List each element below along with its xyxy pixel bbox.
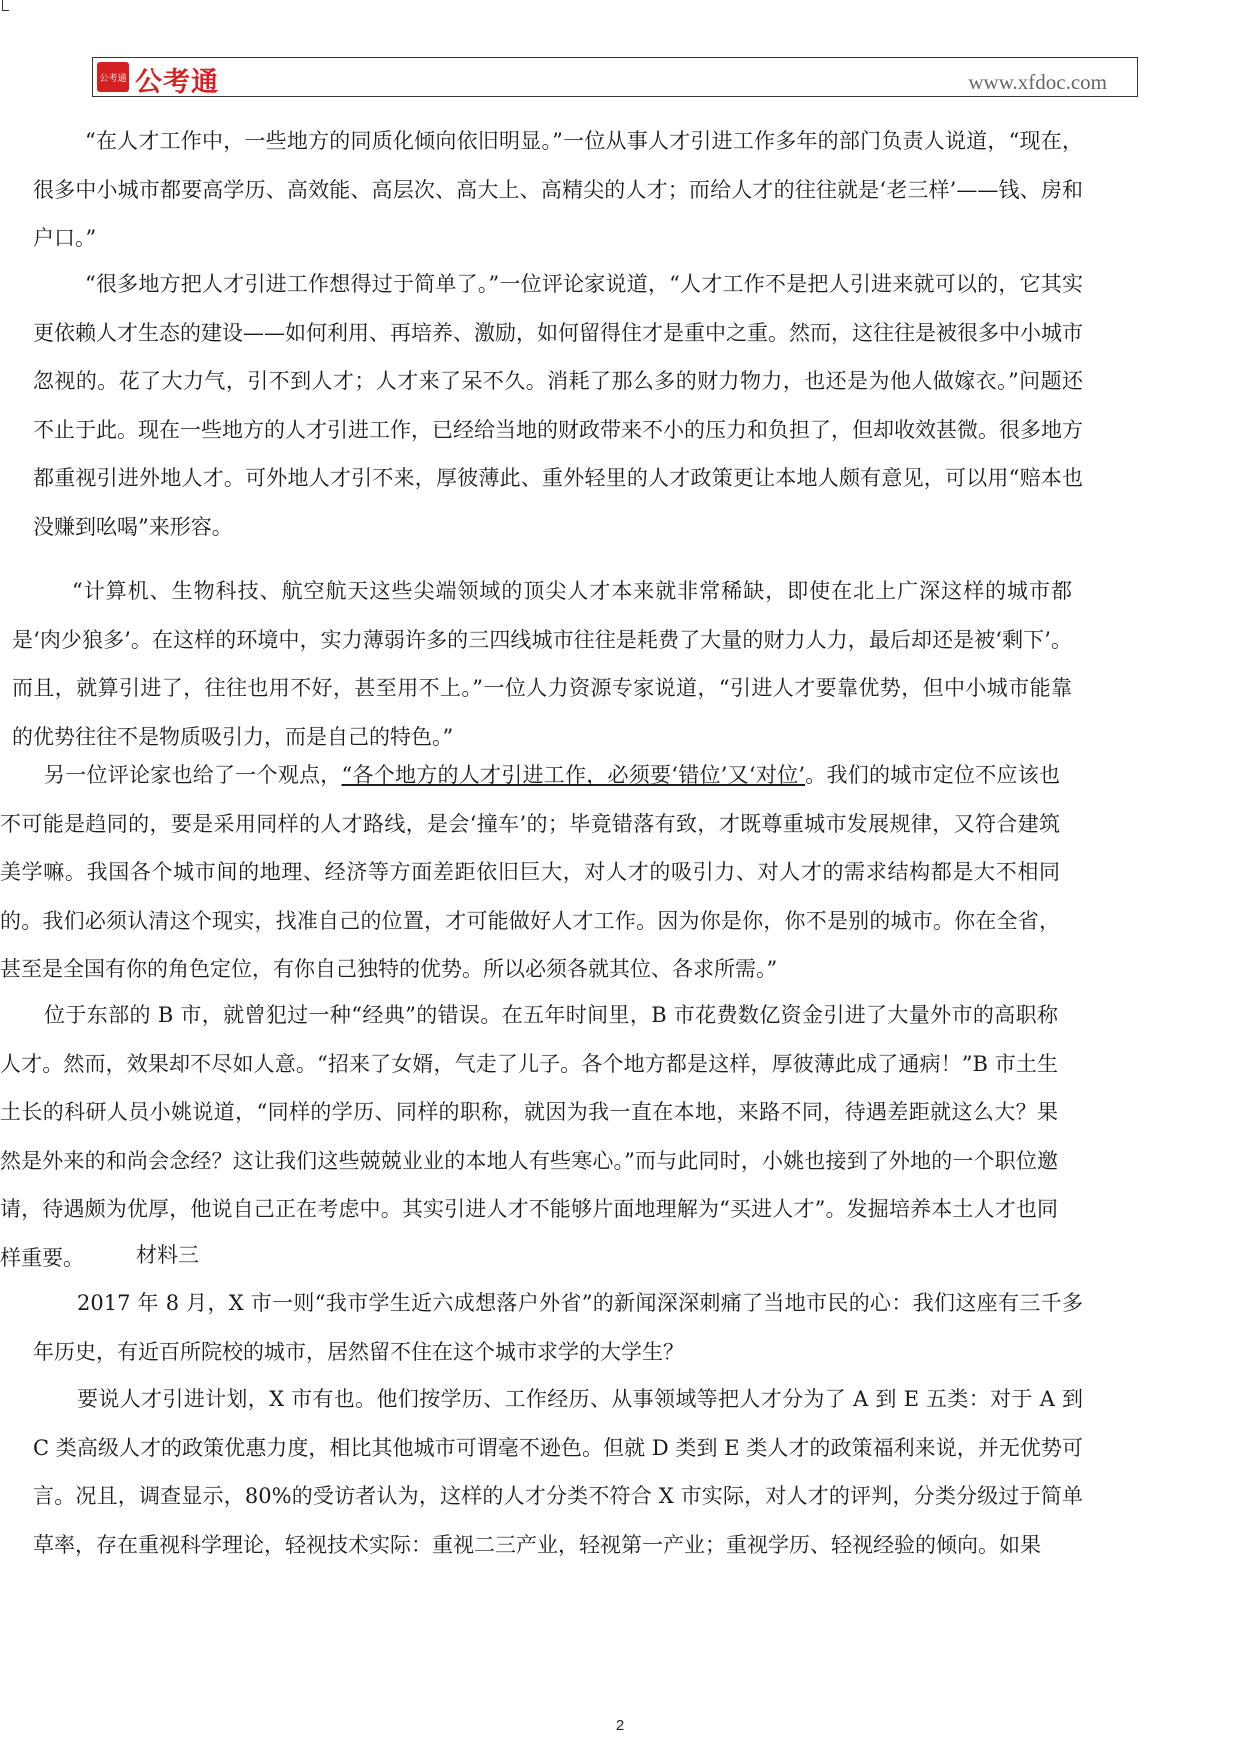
paragraph-6: 2017 年 8 月，X 市一则“我市学生近六成想落户外省”的新闻深深刺痛了当地市民的心：我们这座有三千多年历史，有近百所院校的城市，居然留不住在这个城市求学的大学生？ xyxy=(33,1291,1083,1364)
corner-crop-mark xyxy=(2,0,9,11)
paragraph-1: “在人才工作中，一些地方的同质化倾向依旧明显。”一位从事人才引进工作多年的部门负责人说道，“现在，很多中小城市都要高学历、高效能、高层次、高大上、高精尖的人才；而给人才的往往就是‘老三样’——钱、房和户口。” xyxy=(33,129,1083,250)
paragraph-2: “很多地方把人才引进工作想得过于简单了。”一位评论家说道，“人才工作不是把人引进来就可以的，它其实更依赖人才生态的建设——如何利用、再培养、激励，如何留得住才是重中之重。然而，这往往是被很多中小城市忽视的。花了大力气，引不到人才；人才来了呆不久。消耗了那么多的财力物力，也还是为他人做嫁衣。”问题还不止于此。现在一些地方的人才引进工作，已经给当地的财政带来不小的压力和负担了，但却收效甚微。很多地方都重视引进外地人才。可外地人才引不来，厚彼薄此、重外轻里的人才政策更让本地人颇有意见，可以用“赔本也没赚到吆喝”来形容。 xyxy=(33,272,1083,539)
paragraph-4-underlined-quote: “各个地方的人才引进工作，必须要‘错位’又‘对位’ xyxy=(341,763,805,787)
site-url: www.xfdoc.com xyxy=(968,70,1107,94)
paragraph-7: 要说人才引进计划，X 市有也。他们按学历、工作经历、从事领域等把人才分为了 A 到 E 五类：对于 A 到 C 类高级人才的政策优惠力度，相比其他城市可谓毫不逊色。但就 D 类到 E 类人才的政策福利来说，并无优势可言。况且，调查显示，80%的受访者认为，这样的人才分类不符合 X 市实际，对人才的评判，分类分级过于简单草率，存在重视科学理论，轻视技术实际：重视二三产业，轻视第一产业；重视学历、轻视经验的倾向。如果 xyxy=(33,1387,1083,1557)
paragraph-3-text: “计算机、生物科技、航空航天这些尖端领域的顶尖人才本来就非常稀缺，即使在北上广深这样的城市都是‘肉少狼多’。在这样的环境中，实力薄弱许多的三四线城市往往是耗费了大量的财力人力，最后却还是被‘剩下’。而且，就算引进了，往往也用不好，甚至用不上。”一位人力资源专家说道，“引进人才要靠优势，但中小城市能靠的优势往往不是物质吸引力，而是自己的特色。” xyxy=(12,579,1072,749)
page-number: 2 xyxy=(615,1717,625,1734)
section-heading: 材料三 xyxy=(136,1243,199,1267)
paragraph-4-rest: 。我们的城市定位不应该也不可能是趋同的，要是采用同样的人才路线，是会‘撞车’的；毕竟错落有致，才既尊重城市发展规律，又符合建筑美学嘛。我国各个城市间的地理、经济等方面差距依旧巨大，对人才的吸引力、对人才的需求结构都是大不相同的。我们必须认清这个现实，找准自己的位置，才可能做好人才工作。因为你是你，你不是别的城市。你在全省，甚至是全国有你的角色定位，有你自己独特的优势。所以必须各就其位、各求所需。” xyxy=(0,763,1061,981)
logo-badge-icon: 公考通 xyxy=(97,62,129,92)
paragraph-5: 位于东部的 B 市，就曾犯过一种“经典”的错误。在五年时间里，B 市花费数亿资金引进了大量外市的高职称人才。然而，效果却不尽如人意。“招来了女婿，气走了儿子。各个地方都是这样，厚彼薄此成了通病！”B 市土生土长的科研人员小姚说道，“同样的学历、同样的职称，就因为我一直在本地，来路不同，待遇差距就这么大？果然是外来的和尚会念经？这让我们这些兢兢业业的本地人有些寒心。”而与此同时，小姚也接到了外地的一个职位邀请，待遇颇为优厚，他说自己正在考虑中。其实引进人才不能够片面地理解为“买进人才”。发掘培养本土人才也同样重要。 xyxy=(0,1003,1058,1270)
paragraph-4 xyxy=(0,751,1060,994)
logo-text: 公考通 xyxy=(135,67,219,98)
page-header xyxy=(92,57,1138,97)
paragraph-4-lead: 另一位评论家也给了一个观点， xyxy=(44,763,342,787)
paragraph-3 xyxy=(12,567,1072,761)
